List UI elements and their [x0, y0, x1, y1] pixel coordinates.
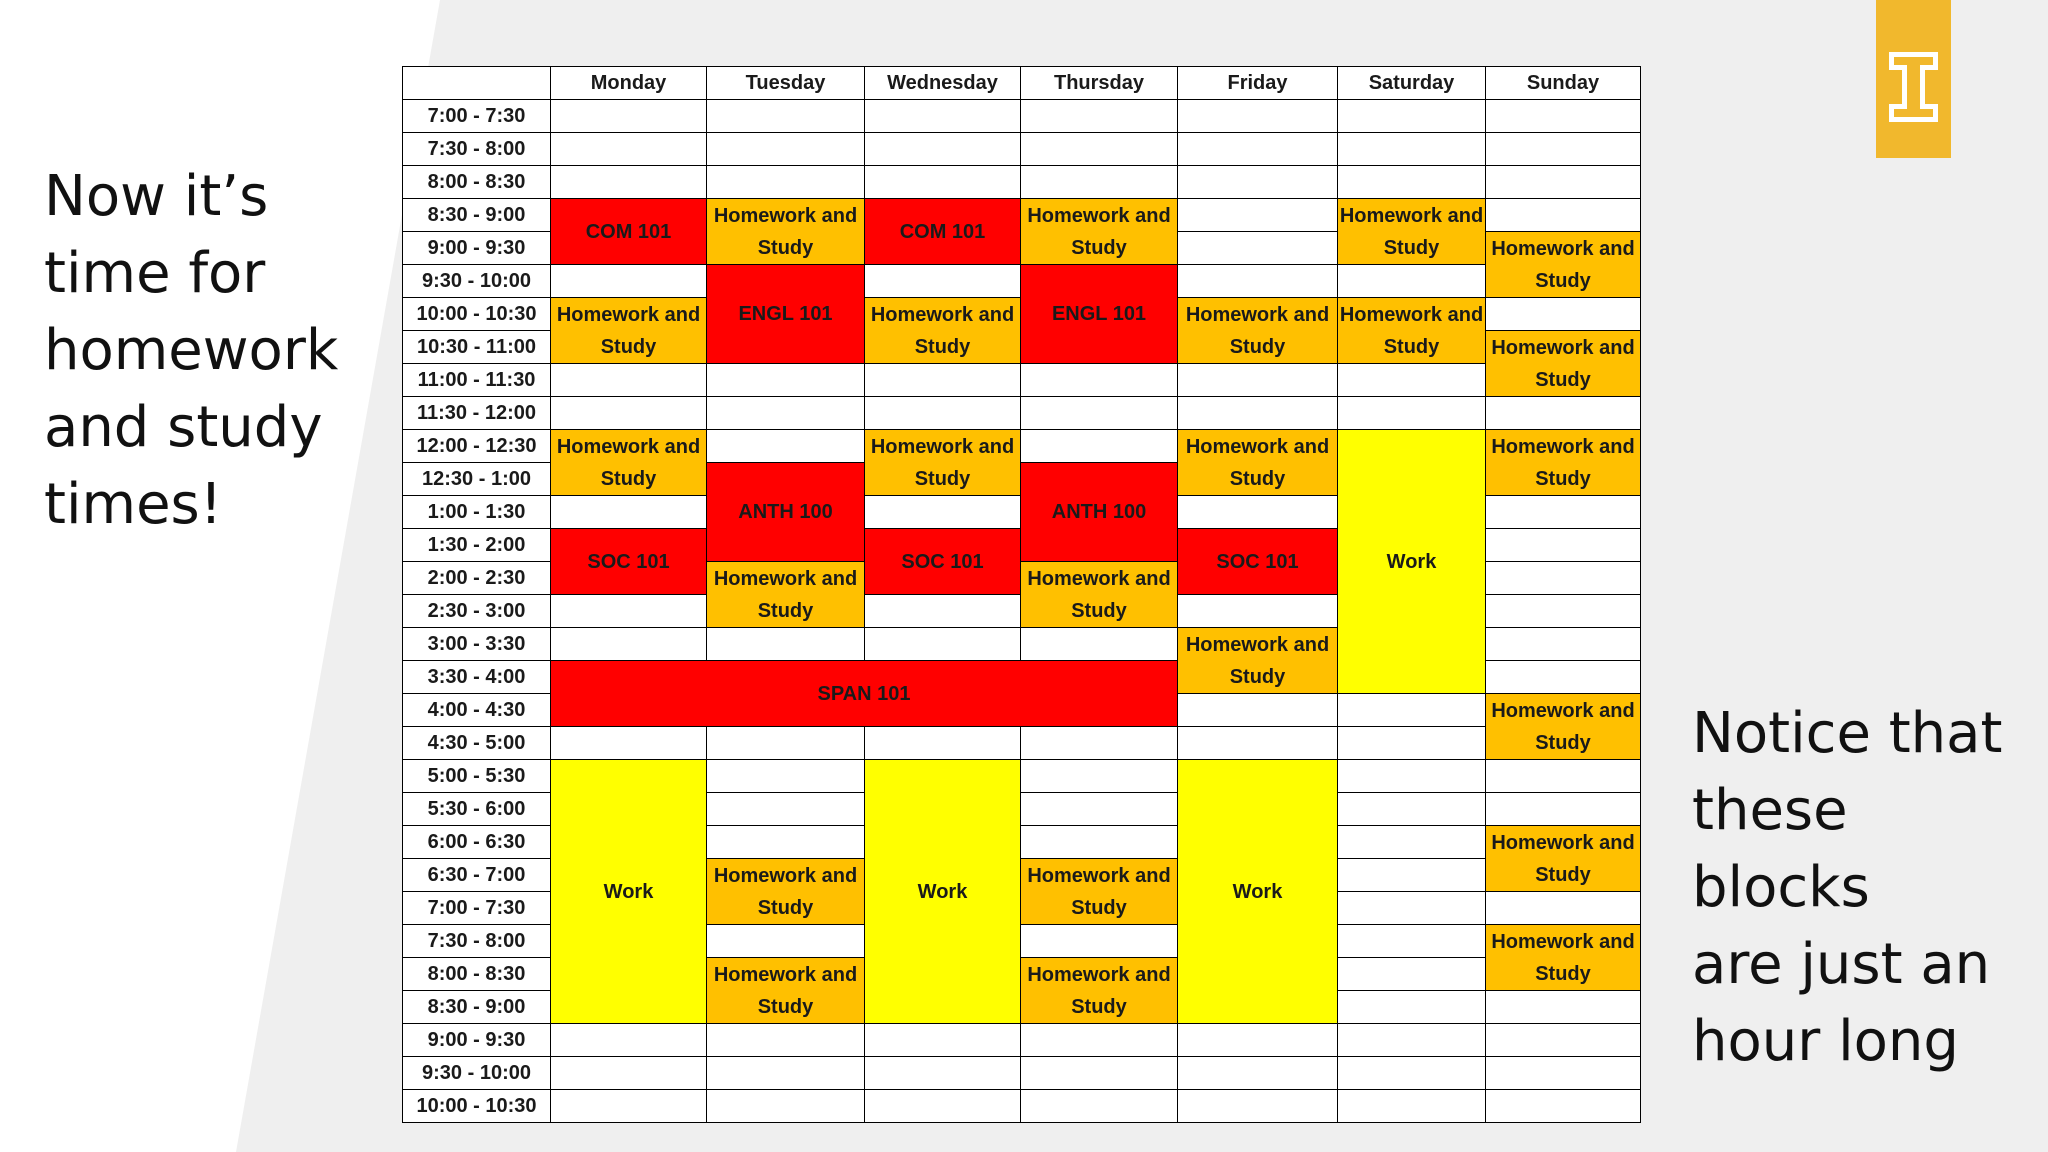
empty-slot	[1486, 1057, 1641, 1090]
homework-block: Homework and Study	[1338, 199, 1486, 265]
work-block: Work	[1338, 430, 1486, 694]
empty-slot	[1178, 100, 1338, 133]
time-label: 9:30 - 10:00	[403, 265, 551, 298]
empty-slot	[1486, 397, 1641, 430]
time-label: 9:00 - 9:30	[403, 232, 551, 265]
empty-slot	[551, 364, 707, 397]
work-block: Work	[1178, 760, 1338, 1024]
time-label: 4:30 - 5:00	[403, 727, 551, 760]
empty-slot	[1486, 100, 1641, 133]
homework-block: Homework and Study	[1021, 958, 1178, 1024]
empty-slot	[1021, 397, 1178, 430]
time-label: 6:30 - 7:00	[403, 859, 551, 892]
empty-slot	[1486, 562, 1641, 595]
time-label: 8:00 - 8:30	[403, 958, 551, 991]
weekly-schedule	[402, 66, 1641, 1123]
time-row	[403, 166, 1641, 199]
empty-slot	[551, 727, 707, 760]
time-label: 4:00 - 4:30	[403, 694, 551, 727]
empty-slot	[1338, 793, 1486, 826]
empty-slot	[707, 727, 865, 760]
empty-slot	[1338, 925, 1486, 958]
empty-slot	[707, 364, 865, 397]
empty-slot	[1338, 859, 1486, 892]
homework-block: Homework and Study	[865, 298, 1021, 364]
right-note-line: are just an	[1692, 932, 1991, 997]
empty-slot	[1338, 133, 1486, 166]
homework-block: Homework and Study	[1486, 694, 1641, 760]
empty-slot	[1486, 991, 1641, 1024]
empty-slot	[551, 265, 707, 298]
empty-slot	[1486, 1090, 1641, 1123]
left-heading-line: and study	[44, 395, 323, 460]
time-label: 8:30 - 9:00	[403, 991, 551, 1024]
empty-slot	[1178, 1057, 1338, 1090]
empty-slot	[551, 166, 707, 199]
homework-block: Homework and Study	[1178, 298, 1338, 364]
empty-slot	[1338, 760, 1486, 793]
homework-block: Homework and Study	[707, 199, 865, 265]
left-heading	[44, 158, 364, 543]
empty-slot	[1486, 760, 1641, 793]
class-block: ANTH 100	[707, 463, 865, 562]
time-label: 8:00 - 8:30	[403, 166, 551, 199]
empty-slot	[865, 1024, 1021, 1057]
empty-slot	[1338, 1057, 1486, 1090]
empty-slot	[1021, 1057, 1178, 1090]
empty-slot	[707, 166, 865, 199]
homework-block: Homework and Study	[707, 562, 865, 628]
empty-slot	[1021, 100, 1178, 133]
day-header: Saturday	[1338, 67, 1486, 100]
empty-slot	[1486, 529, 1641, 562]
work-block: Work	[551, 760, 707, 1024]
class-block: ENGL 101	[707, 265, 865, 364]
homework-block: Homework and Study	[865, 430, 1021, 496]
empty-slot	[1486, 166, 1641, 199]
empty-slot	[1486, 1024, 1641, 1057]
homework-block: Homework and Study	[1338, 298, 1486, 364]
day-header: Friday	[1178, 67, 1338, 100]
empty-slot	[1021, 925, 1178, 958]
time-label: 11:30 - 12:00	[403, 397, 551, 430]
empty-slot	[707, 628, 865, 661]
empty-slot	[1338, 265, 1486, 298]
empty-slot	[1021, 727, 1178, 760]
header-row	[403, 67, 1641, 100]
empty-slot	[1021, 793, 1178, 826]
empty-slot	[1178, 1090, 1338, 1123]
empty-slot	[707, 133, 865, 166]
empty-slot	[1338, 1024, 1486, 1057]
empty-slot	[865, 595, 1021, 628]
left-heading-line: times!	[44, 472, 223, 537]
time-row	[403, 1090, 1641, 1123]
empty-slot	[1021, 826, 1178, 859]
time-row	[403, 100, 1641, 133]
day-header: Tuesday	[707, 67, 865, 100]
empty-slot	[707, 1090, 865, 1123]
time-label: 7:00 - 7:30	[403, 100, 551, 133]
class-block: COM 101	[551, 199, 707, 265]
class-block: SPAN 101	[551, 661, 1178, 727]
empty-slot	[1338, 364, 1486, 397]
empty-slot	[707, 397, 865, 430]
empty-slot	[1178, 694, 1338, 727]
time-row	[403, 199, 1641, 232]
class-block: ANTH 100	[1021, 463, 1178, 562]
time-label: 7:30 - 8:00	[403, 133, 551, 166]
empty-slot	[1486, 496, 1641, 529]
empty-slot	[1178, 397, 1338, 430]
empty-slot	[1338, 991, 1486, 1024]
empty-slot	[1178, 1024, 1338, 1057]
work-block: Work	[865, 760, 1021, 1024]
class-block: SOC 101	[551, 529, 707, 595]
empty-slot	[551, 1057, 707, 1090]
left-heading-line: Now it’s	[44, 164, 269, 229]
empty-slot	[1338, 166, 1486, 199]
time-label: 10:30 - 11:00	[403, 331, 551, 364]
empty-slot	[865, 397, 1021, 430]
day-header: Thursday	[1021, 67, 1178, 100]
homework-block: Homework and Study	[1178, 430, 1338, 496]
empty-slot	[551, 595, 707, 628]
homework-block: Homework and Study	[707, 859, 865, 925]
empty-slot	[707, 793, 865, 826]
time-label: 1:30 - 2:00	[403, 529, 551, 562]
time-label: 9:30 - 10:00	[403, 1057, 551, 1090]
time-label: 10:00 - 10:30	[403, 1090, 551, 1123]
homework-block: Homework and Study	[1486, 232, 1641, 298]
letter-i-logo-icon	[1876, 0, 1951, 158]
schedule-table	[402, 66, 1641, 1123]
homework-block: Homework and Study	[1486, 430, 1641, 496]
empty-slot	[865, 727, 1021, 760]
empty-slot	[1178, 364, 1338, 397]
empty-slot	[865, 133, 1021, 166]
homework-block: Homework and Study	[551, 430, 707, 496]
empty-slot	[865, 496, 1021, 529]
empty-slot	[551, 496, 707, 529]
empty-slot	[1021, 628, 1178, 661]
time-label: 11:00 - 11:30	[403, 364, 551, 397]
empty-slot	[707, 1024, 865, 1057]
empty-slot	[1178, 265, 1338, 298]
empty-slot	[1021, 760, 1178, 793]
empty-slot	[865, 1090, 1021, 1123]
time-row	[403, 430, 1641, 463]
day-header: Wednesday	[865, 67, 1021, 100]
time-label: 7:00 - 7:30	[403, 892, 551, 925]
empty-slot	[1021, 430, 1178, 463]
time-row	[403, 1057, 1641, 1090]
time-row	[403, 265, 1641, 298]
time-label: 1:00 - 1:30	[403, 496, 551, 529]
empty-slot	[1178, 496, 1338, 529]
empty-slot	[1178, 232, 1338, 265]
empty-slot	[1178, 595, 1338, 628]
empty-slot	[1178, 199, 1338, 232]
homework-block: Homework and Study	[707, 958, 865, 1024]
time-row	[403, 397, 1641, 430]
homework-block: Homework and Study	[1486, 826, 1641, 892]
empty-slot	[1021, 166, 1178, 199]
time-label: 5:00 - 5:30	[403, 760, 551, 793]
empty-slot	[1338, 958, 1486, 991]
empty-slot	[1021, 364, 1178, 397]
empty-slot	[1178, 133, 1338, 166]
empty-slot	[707, 826, 865, 859]
time-label: 2:00 - 2:30	[403, 562, 551, 595]
empty-slot	[707, 430, 865, 463]
empty-slot	[865, 265, 1021, 298]
time-row	[403, 727, 1641, 760]
empty-slot	[1486, 298, 1641, 331]
empty-slot	[551, 100, 707, 133]
empty-slot	[1338, 892, 1486, 925]
empty-slot	[1486, 595, 1641, 628]
homework-block: Homework and Study	[1178, 628, 1338, 694]
empty-slot	[1338, 694, 1486, 727]
empty-slot	[1486, 793, 1641, 826]
time-label: 12:30 - 1:00	[403, 463, 551, 496]
empty-slot	[1178, 727, 1338, 760]
day-header: Sunday	[1486, 67, 1641, 100]
homework-block: Homework and Study	[1486, 925, 1641, 991]
homework-block: Homework and Study	[551, 298, 707, 364]
homework-block: Homework and Study	[1021, 859, 1178, 925]
time-row	[403, 133, 1641, 166]
empty-slot	[865, 364, 1021, 397]
empty-slot	[707, 1057, 865, 1090]
empty-slot	[551, 133, 707, 166]
empty-slot	[551, 1024, 707, 1057]
empty-slot	[865, 1057, 1021, 1090]
class-block: ENGL 101	[1021, 265, 1178, 364]
empty-slot	[1338, 727, 1486, 760]
right-note-line: Notice that	[1692, 701, 2003, 766]
empty-slot	[707, 100, 865, 133]
time-row	[403, 1024, 1641, 1057]
time-label: 10:00 - 10:30	[403, 298, 551, 331]
empty-slot	[1338, 826, 1486, 859]
corner-cell	[403, 67, 551, 100]
empty-slot	[1338, 397, 1486, 430]
time-label: 3:30 - 4:00	[403, 661, 551, 694]
empty-slot	[865, 100, 1021, 133]
time-label: 7:30 - 8:00	[403, 925, 551, 958]
time-label: 5:30 - 6:00	[403, 793, 551, 826]
right-note-line: these blocks	[1692, 778, 1870, 920]
right-note-line: hour long	[1692, 1009, 1959, 1074]
empty-slot	[551, 628, 707, 661]
homework-block: Homework and Study	[1021, 562, 1178, 628]
empty-slot	[1021, 1090, 1178, 1123]
time-label: 2:30 - 3:00	[403, 595, 551, 628]
empty-slot	[865, 628, 1021, 661]
right-note	[1692, 695, 2042, 1080]
homework-block: Homework and Study	[1486, 331, 1641, 397]
time-label: 9:00 - 9:30	[403, 1024, 551, 1057]
empty-slot	[1178, 166, 1338, 199]
empty-slot	[1486, 628, 1641, 661]
time-label: 8:30 - 9:00	[403, 199, 551, 232]
empty-slot	[1021, 1024, 1178, 1057]
left-heading-line: homework	[44, 318, 339, 383]
time-label: 3:00 - 3:30	[403, 628, 551, 661]
class-block: COM 101	[865, 199, 1021, 265]
empty-slot	[707, 925, 865, 958]
time-row	[403, 364, 1641, 397]
time-row	[403, 760, 1641, 793]
empty-slot	[1486, 199, 1641, 232]
left-heading-line: time for	[44, 241, 266, 306]
time-label: 6:00 - 6:30	[403, 826, 551, 859]
empty-slot	[1486, 661, 1641, 694]
class-block: SOC 101	[865, 529, 1021, 595]
class-block: SOC 101	[1178, 529, 1338, 595]
empty-slot	[1338, 100, 1486, 133]
empty-slot	[551, 397, 707, 430]
empty-slot	[1338, 1090, 1486, 1123]
empty-slot	[865, 166, 1021, 199]
empty-slot	[1486, 892, 1641, 925]
day-header: Monday	[551, 67, 707, 100]
time-label: 12:00 - 12:30	[403, 430, 551, 463]
homework-block: Homework and Study	[1021, 199, 1178, 265]
empty-slot	[707, 760, 865, 793]
empty-slot	[551, 1090, 707, 1123]
empty-slot	[1486, 133, 1641, 166]
empty-slot	[1021, 133, 1178, 166]
